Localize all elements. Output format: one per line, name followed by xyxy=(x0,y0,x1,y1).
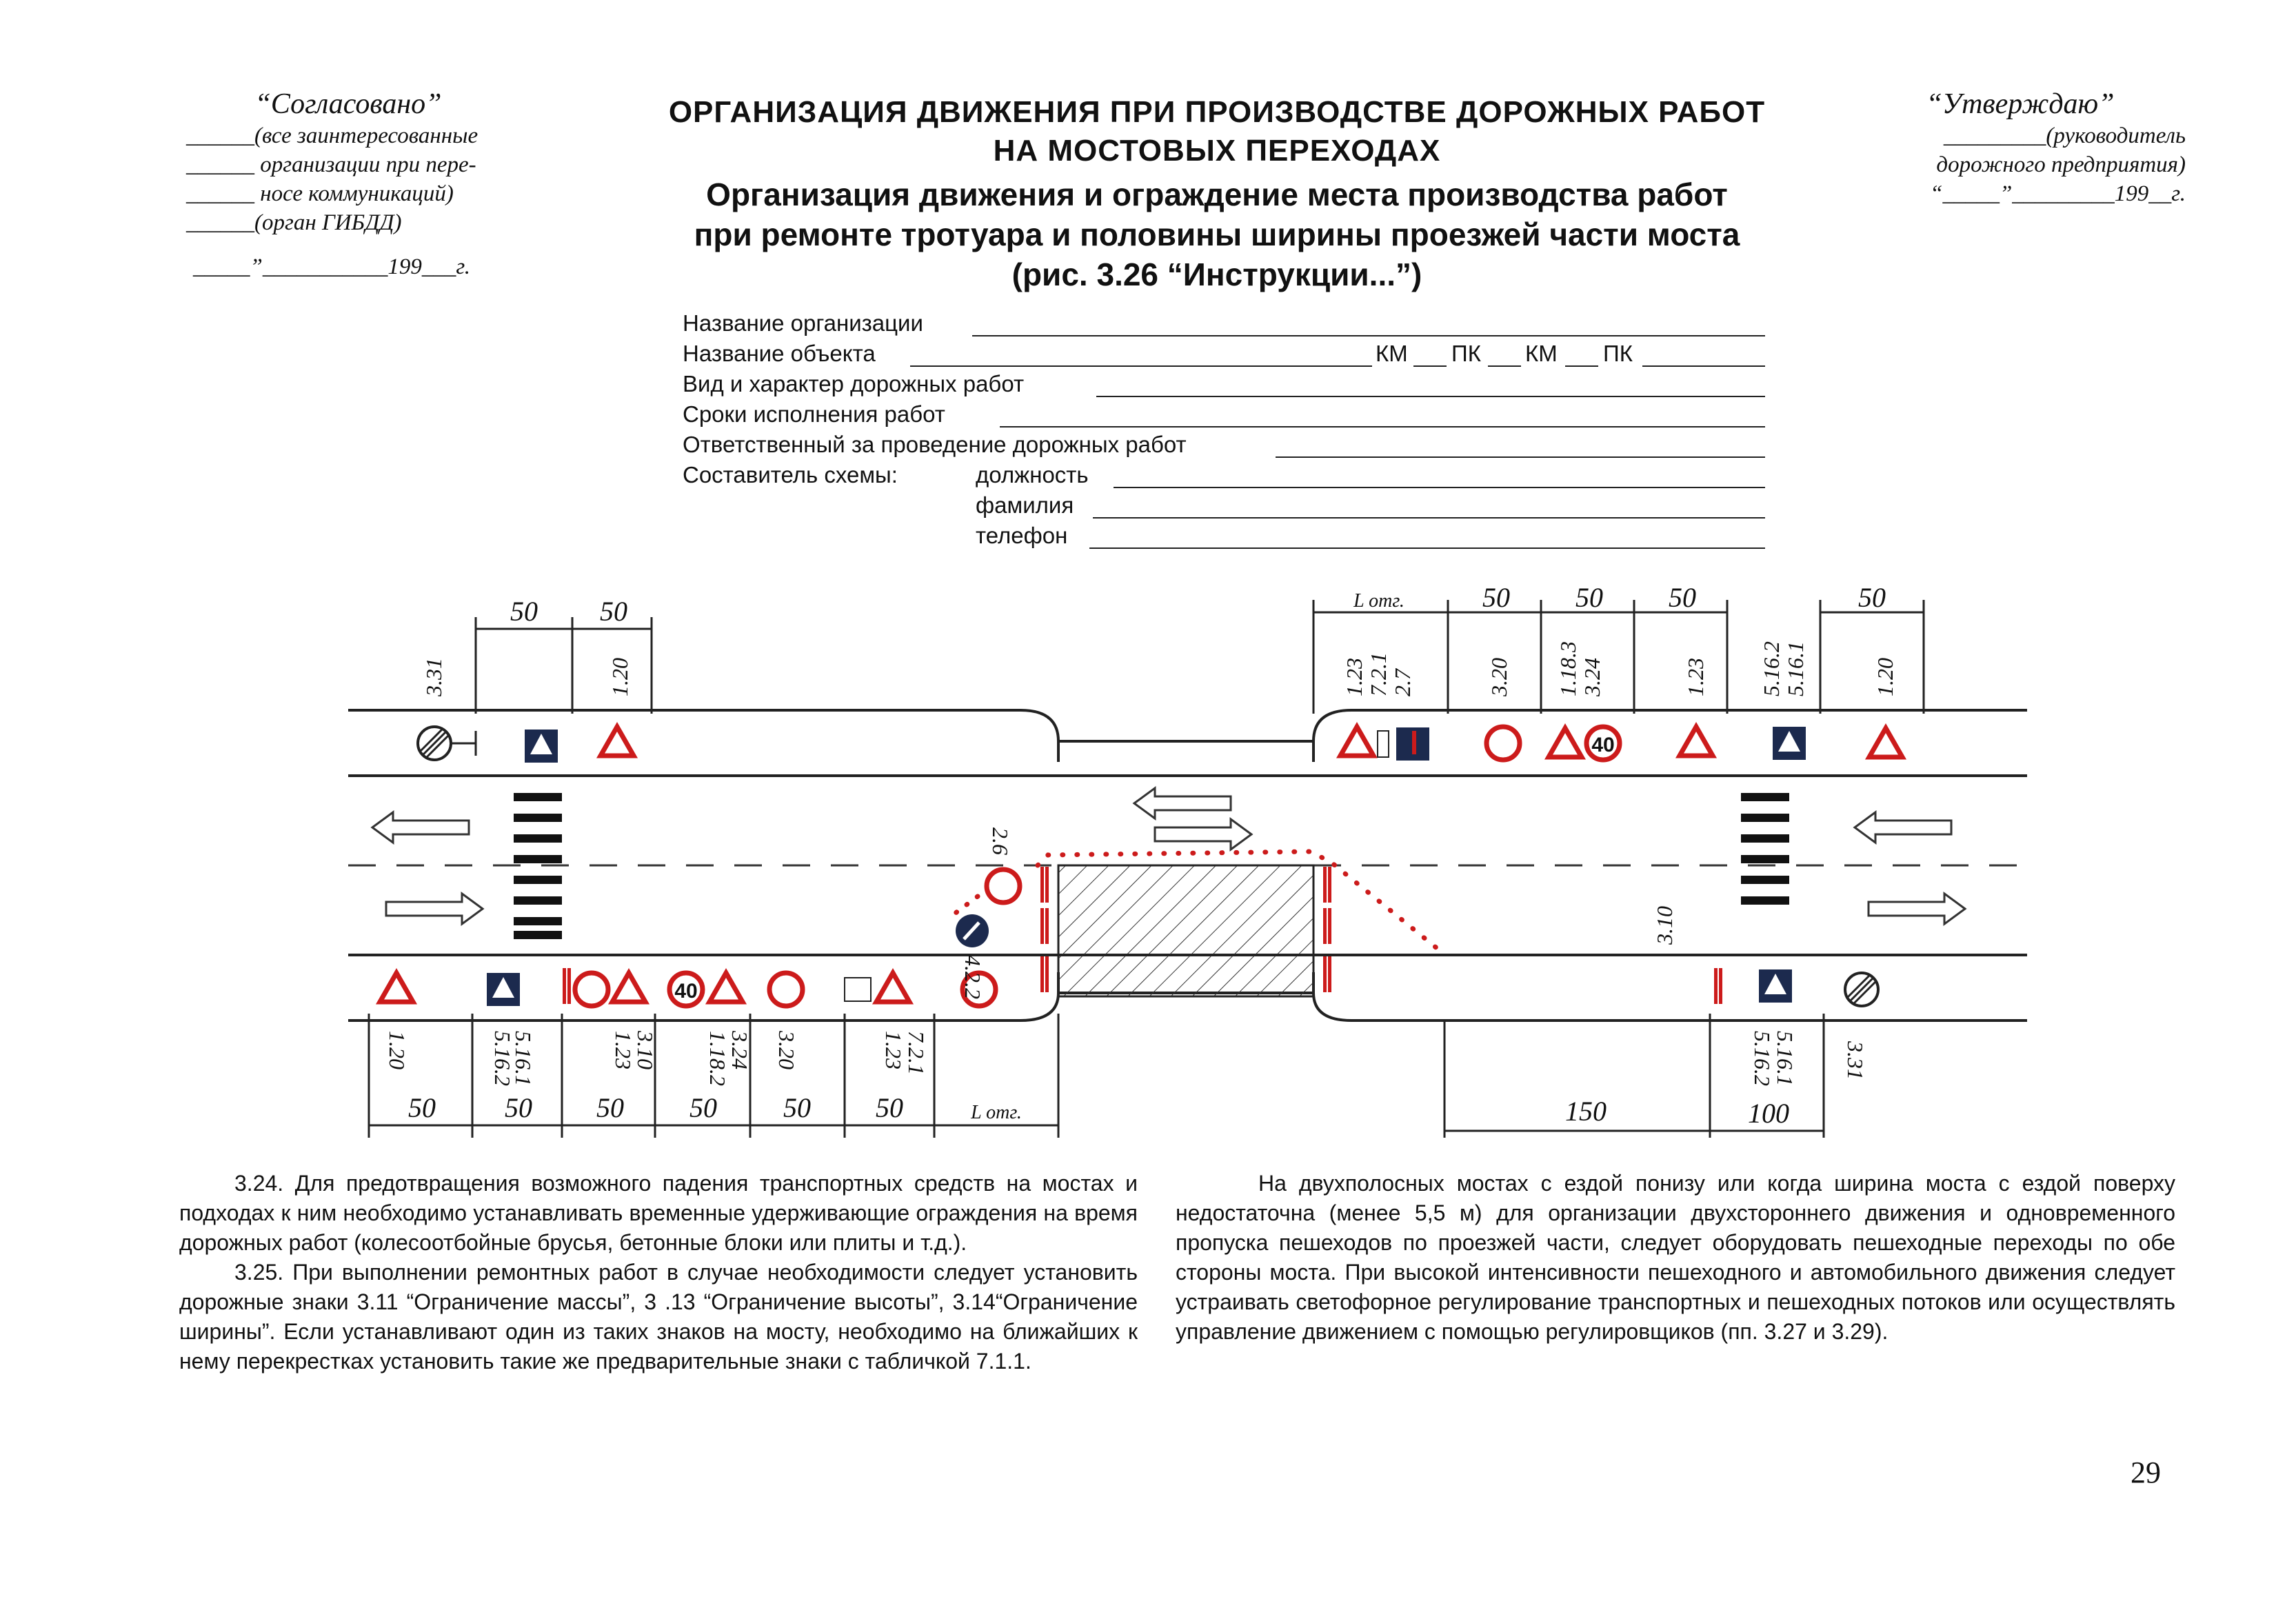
sign-code: 1.23 xyxy=(1683,658,1708,696)
oncoming-priority-icon xyxy=(987,869,1020,903)
sign-code: 1.23 xyxy=(881,1031,906,1069)
page-subtitle: Организация движения и ограждение места производства работ xyxy=(706,177,1728,212)
form-label-org: Название организации xyxy=(683,310,923,336)
form-label-phone: телефон xyxy=(976,523,1068,548)
page-title-line2: НА МОСТОВЫХ ПЕРЕХОДАХ xyxy=(993,134,1441,168)
sign-code: 1.20 xyxy=(1873,658,1897,696)
dim-label: 50 xyxy=(408,1092,436,1123)
approval-line: дорожного предприятия) xyxy=(1936,152,2186,177)
sign-code: 3.20 xyxy=(774,1031,799,1069)
sign-code: 5.16.2 xyxy=(1750,1031,1775,1086)
sign-code: 1.18.3 xyxy=(1555,641,1580,696)
body-column-left xyxy=(179,1169,1138,1376)
sign-code: 3.10 xyxy=(633,1031,658,1069)
form-label-surname: фамилия xyxy=(976,492,1074,518)
form-label-work: Вид и характер дорожных работ xyxy=(683,371,1025,396)
crosswalk-right xyxy=(1741,793,1789,905)
dim-label: 50 xyxy=(783,1092,811,1123)
sign-code: 5.16.2 xyxy=(490,1031,515,1086)
form-label-author: Составитель схемы: xyxy=(683,462,898,487)
road-works-warning-icon xyxy=(1680,727,1713,756)
sign-code: 1.20 xyxy=(607,658,632,696)
approval-date: _____”___________199___г. xyxy=(193,254,471,279)
road-works-warning-icon xyxy=(876,973,909,1002)
speed-value: 40 xyxy=(1591,734,1615,756)
narrowing-warning-icon xyxy=(1549,728,1582,757)
road-works-warning-icon xyxy=(1340,727,1373,756)
dim-label: 50 xyxy=(1482,582,1510,613)
pk-label: ПК xyxy=(1451,341,1481,366)
dim-label: 50 xyxy=(1575,582,1603,613)
form-label-deadline: Сроки исполнения работ xyxy=(683,401,945,427)
road-works-warning-icon xyxy=(612,973,645,1002)
crosswalk-sign-icon xyxy=(1773,727,1806,760)
paragraph: 3.24. Для предотвращения возможного падения транспортных средств на мостах и подходах к ним необходимо устанавливать временные удерживающие ограждения на время дорожных работ (колесоотбойные брусья, бетонные блоки или плиты и т.д.). xyxy=(179,1171,1138,1255)
approval-line: _________(руководитель xyxy=(1943,123,2186,148)
paragraph: На двухполосных мостах с ездой понизу или когда ширина моста с ездой поверху недостаточна (менее 5,5 м) для организации двухстороннего движения и одновременного пропуска пешеходов по проезжей части, следует оборудовать пешеходные переходы по обе стороны моста. При высокой интенсивности пешеходного и автомобильного движения следует устраивать светофорное регулирование транспортных и пешеходных потоков или осуществлять управление движением с помощью регулировщиков (пп. 3.27 и 3.29). xyxy=(1176,1171,2175,1344)
sign-code: 3.24 xyxy=(1580,658,1604,696)
sign-code: 1.20 xyxy=(385,1031,410,1069)
dim-label: L отг. xyxy=(971,1102,1022,1123)
sign-code: 3.20 xyxy=(1487,658,1511,696)
km-label: КМ xyxy=(1376,341,1408,366)
approval-line: ______ носе коммуникаций) xyxy=(186,181,454,206)
no-pedestrians-icon xyxy=(575,973,608,1006)
dim-label: L отг. xyxy=(1353,590,1404,612)
approval-date: “_____”_________199__г. xyxy=(1930,181,2186,206)
end-all-restrictions-icon xyxy=(418,727,451,760)
work-zone xyxy=(1058,865,1313,996)
crosswalk-sign-icon xyxy=(1759,969,1792,1003)
dim-label: 50 xyxy=(1669,582,1696,613)
sign-code: 5.16.1 xyxy=(1773,1031,1797,1086)
form-label-object: Название объекта xyxy=(683,341,876,366)
sign-code: 1.23 xyxy=(1342,658,1367,696)
end-all-restrictions-icon xyxy=(1845,973,1878,1006)
speed-value-bottom: 40 xyxy=(674,980,698,1003)
crosswalk-sign-icon xyxy=(487,973,520,1006)
sign-code: 1.18.2 xyxy=(705,1031,730,1086)
sign-code: 3.10 xyxy=(1652,906,1677,945)
dim-label: 50 xyxy=(505,1092,532,1123)
sign-code: 5.16.2 xyxy=(1759,641,1784,696)
dim-label: 50 xyxy=(689,1092,717,1123)
page-subtitle-line3: (рис. 3.26 “Инструкции...”) xyxy=(1011,257,1422,292)
dim-label: 50 xyxy=(600,596,627,627)
pedestrians-warning-icon xyxy=(601,727,634,756)
sign-code: 5.16.1 xyxy=(1783,641,1808,696)
dim-label: 50 xyxy=(876,1092,903,1123)
no-overtaking-icon xyxy=(1487,727,1520,760)
sign-code: 2.7 xyxy=(1390,669,1415,696)
form-label-responsible: Ответственный за проведение дорожных работ xyxy=(683,432,1187,457)
dim-label: 150 xyxy=(1565,1096,1607,1127)
crosswalk-sign-icon xyxy=(525,730,558,763)
narrowing-warning-icon xyxy=(709,973,743,1002)
pedestrians-warning-icon xyxy=(380,973,413,1002)
dim-label: 100 xyxy=(1748,1098,1789,1129)
km-label: КМ xyxy=(1525,341,1558,366)
pedestrians-warning-icon xyxy=(1869,728,1902,757)
no-overtaking-icon xyxy=(769,973,803,1006)
page-title: ОРГАНИЗАЦИЯ ДВИЖЕНИЯ ПРИ ПРОИЗВОДСТВЕ ДОРОЖНЫХ РАБОТ xyxy=(668,95,1766,129)
approval-line: ______(все заинтересованные xyxy=(186,123,479,148)
sign-code: 5.16.1 xyxy=(511,1031,536,1086)
dim-label: 50 xyxy=(510,596,538,627)
sign-code: 3.31 xyxy=(421,658,446,696)
approval-line: ______ организации при пере- xyxy=(186,152,476,177)
sign-code: 1.23 xyxy=(611,1031,636,1069)
top-signs xyxy=(418,727,1902,763)
sign-code: 3.31 xyxy=(1843,1041,1868,1080)
sign-code: 7.2.1 xyxy=(904,1031,929,1075)
form-label-position: должность xyxy=(976,462,1089,487)
dim-label: 50 xyxy=(596,1092,624,1123)
sign-code: 7.2.1 xyxy=(1366,652,1391,696)
sign-code: 3.24 xyxy=(727,1031,752,1069)
approval-title: “Утверждаю” xyxy=(1926,88,2115,120)
dim-label: 50 xyxy=(1858,582,1886,613)
approval-line: ______(орган ГИБДД) xyxy=(186,210,402,235)
approval-title: “Согласовано” xyxy=(254,88,442,120)
paragraph: 3.25. При выполнении ремонтных работ в случае необходимости следует установить дорожные знаки 3.11 “Ограничение массы”, 3 .13 “Ограничение высоты”, 3.14“Ограничение ширины”. Если устанавливают один из таких знаков на мосту, необходимо на ближайших к нему перекрестках установить такие же предварительные знаки с табличкой 7.1.1. xyxy=(179,1260,1138,1374)
page-number: 29 xyxy=(2131,1456,2161,1489)
page-subtitle-line2: при ремонте тротуара и половины ширины проезжей части моста xyxy=(694,217,1740,252)
sign-code: 2.6 xyxy=(988,827,1013,855)
sign-code: 4.2.2 xyxy=(960,955,985,999)
body-column-right xyxy=(1176,1169,2175,1347)
pk-label: ПК xyxy=(1603,341,1633,366)
